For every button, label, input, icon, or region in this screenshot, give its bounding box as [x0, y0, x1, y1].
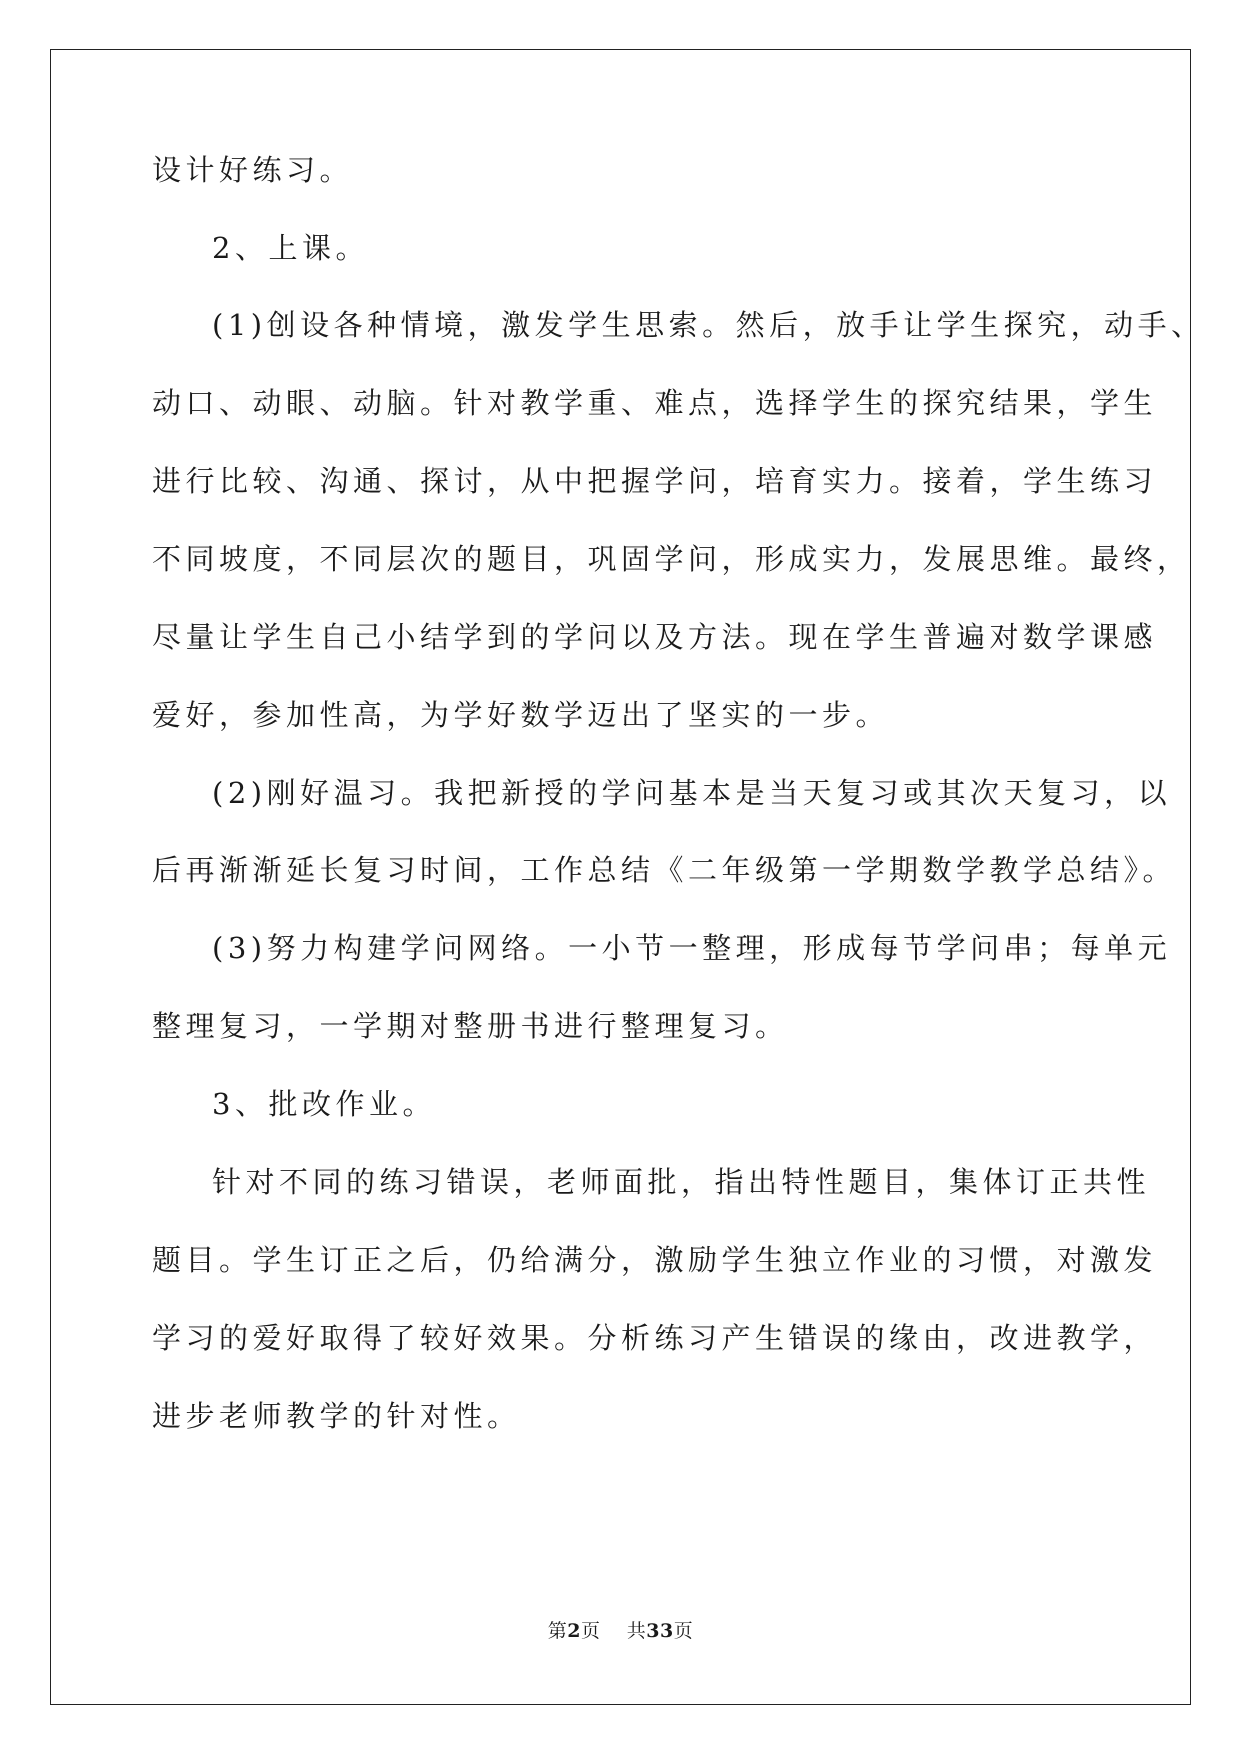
text-line: (2)刚好温习。我把新授的学问基本是当天复习或其次天复习，以: [212, 776, 1172, 810]
text-line: 动口、动眼、动脑。针对教学重、难点，选择学生的探究结果，学生: [152, 386, 1158, 420]
text-line: 题目。学生订正之后，仍给满分，激励学生独立作业的习惯，对激发: [152, 1243, 1158, 1277]
text-line: 整理复习，一学期对整册书进行整理复习。: [152, 1009, 789, 1043]
text-line: 不同坡度，不同层次的题目，巩固学问，形成实力，发展思维。最终，: [152, 542, 1191, 576]
text-line: 针对不同的练习错误，老师面批，指出特性题目，集体订正共性: [212, 1165, 1151, 1199]
total-prefix: 共: [626, 1620, 647, 1642]
text-line: (1)创设各种情境，激发学生思索。然后，放手让学生探究，动手、: [212, 308, 1205, 342]
page-footer: [0, 1616, 1241, 1643]
text-line: 设计好练习。: [152, 153, 354, 187]
total-suffix: 页: [673, 1620, 694, 1642]
section-heading: 3、批改作业。: [212, 1087, 436, 1121]
text-line: 尽量让学生自己小结学到的学问以及方法。现在学生普遍对数学课感: [152, 620, 1158, 654]
text-line: 爱好，参加性高，为学好数学迈出了坚实的一步。: [152, 698, 890, 732]
total-pages: 33: [646, 1620, 674, 1642]
text-line: 后再渐渐延长复习时间，工作总结《二年级第一学期数学教学总结》。: [152, 853, 1177, 887]
text-line: (3)努力构建学问网络。一小节一整理，形成每节学问串；每单元: [212, 931, 1172, 965]
page-suffix: 页: [581, 1620, 601, 1642]
page-prefix: 第: [547, 1620, 568, 1642]
text-line: 学习的爱好取得了较好效果。分析练习产生错误的缘由，改进教学，: [152, 1321, 1158, 1355]
text-line: 进步老师教学的针对性。: [152, 1399, 521, 1433]
section-heading: 2、上课。: [212, 231, 369, 265]
text-line: 进行比较、沟通、探讨，从中把握学问，培育实力。接着，学生练习: [152, 464, 1158, 498]
page-number: 2: [567, 1620, 582, 1642]
